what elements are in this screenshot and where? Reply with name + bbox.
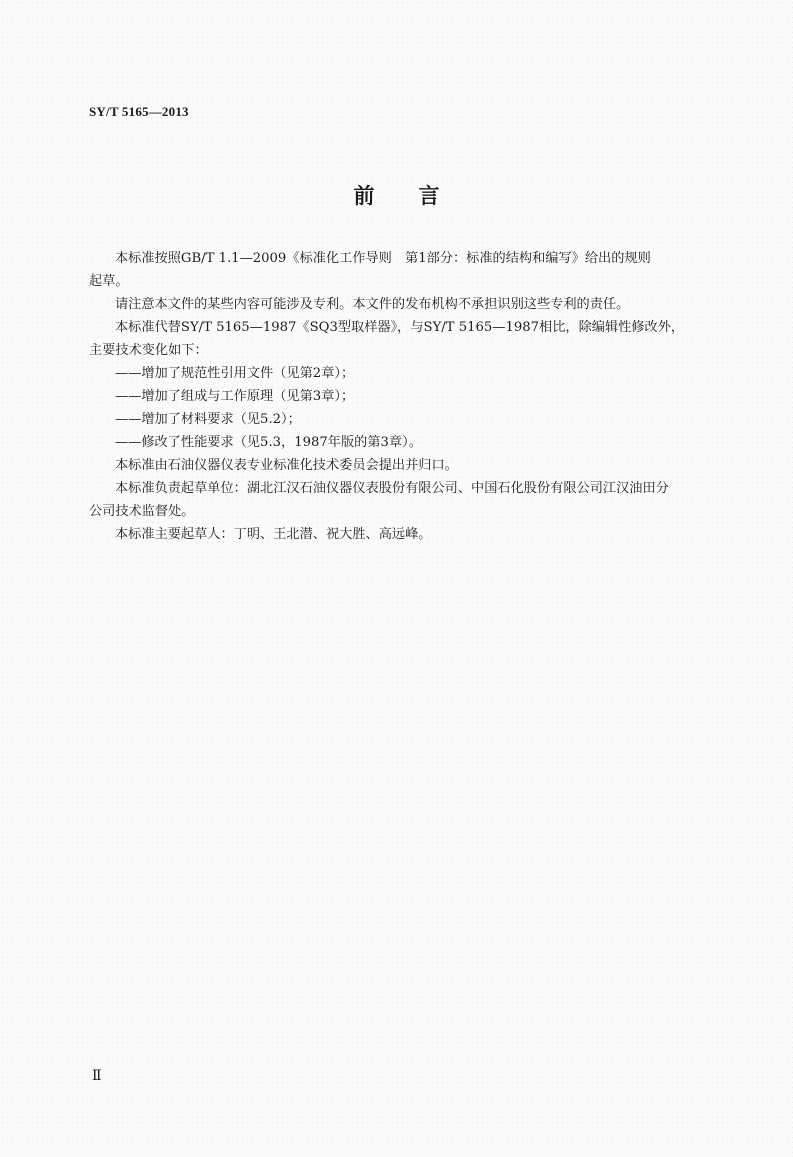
paragraph-line: 本标准主要起草人：丁明、王北潜、祝大胜、高远峰。	[115, 527, 432, 542]
paragraph-line: 本标准代替SY/T 5165—1987《SQ3型取样器》，与SY/T 5165—1987相比，除编辑性修改外，	[115, 320, 685, 335]
paragraph-line: 本标准由石油仪器仪表专业标准化技术委员会提出并归口。	[115, 458, 458, 473]
change-list-item: ——增加了规范性引用文件（见第2章）；	[115, 366, 355, 381]
title-char-1: 前	[353, 184, 375, 208]
paragraph-line: 本标准按照GB/T 1.1—2009《标准化工作导则 第1部分：标准的结构和编写》给出的规则	[115, 251, 651, 266]
foreword-body	[89, 247, 722, 546]
change-list-item: ——修改了性能要求（见5.3，1987年版的第3章）。	[115, 435, 422, 450]
title-char-2: 言	[418, 184, 440, 208]
page-number: Ⅱ	[92, 1069, 102, 1084]
paragraph-line: 主要技术变化如下：	[89, 343, 208, 358]
paragraph-line: 请注意本文件的某些内容可能涉及专利。本文件的发布机构不承担识别这些专利的责任。	[115, 297, 630, 312]
change-list-item: ——增加了材料要求（见5.2）；	[115, 412, 301, 427]
page-title	[0, 180, 793, 210]
paragraph-line: 起草。	[89, 274, 129, 289]
paragraph-line: 公司技术监督处。	[89, 504, 195, 519]
change-list-item: ——增加了组成与工作原理（见第3章）；	[115, 389, 355, 404]
paragraph-line: 本标准负责起草单位：湖北江汉石油仪器仪表股份有限公司、中国石化股份有限公司江汉油田分	[115, 481, 669, 496]
standard-code-header: SY/T 5165—2013	[89, 104, 189, 119]
